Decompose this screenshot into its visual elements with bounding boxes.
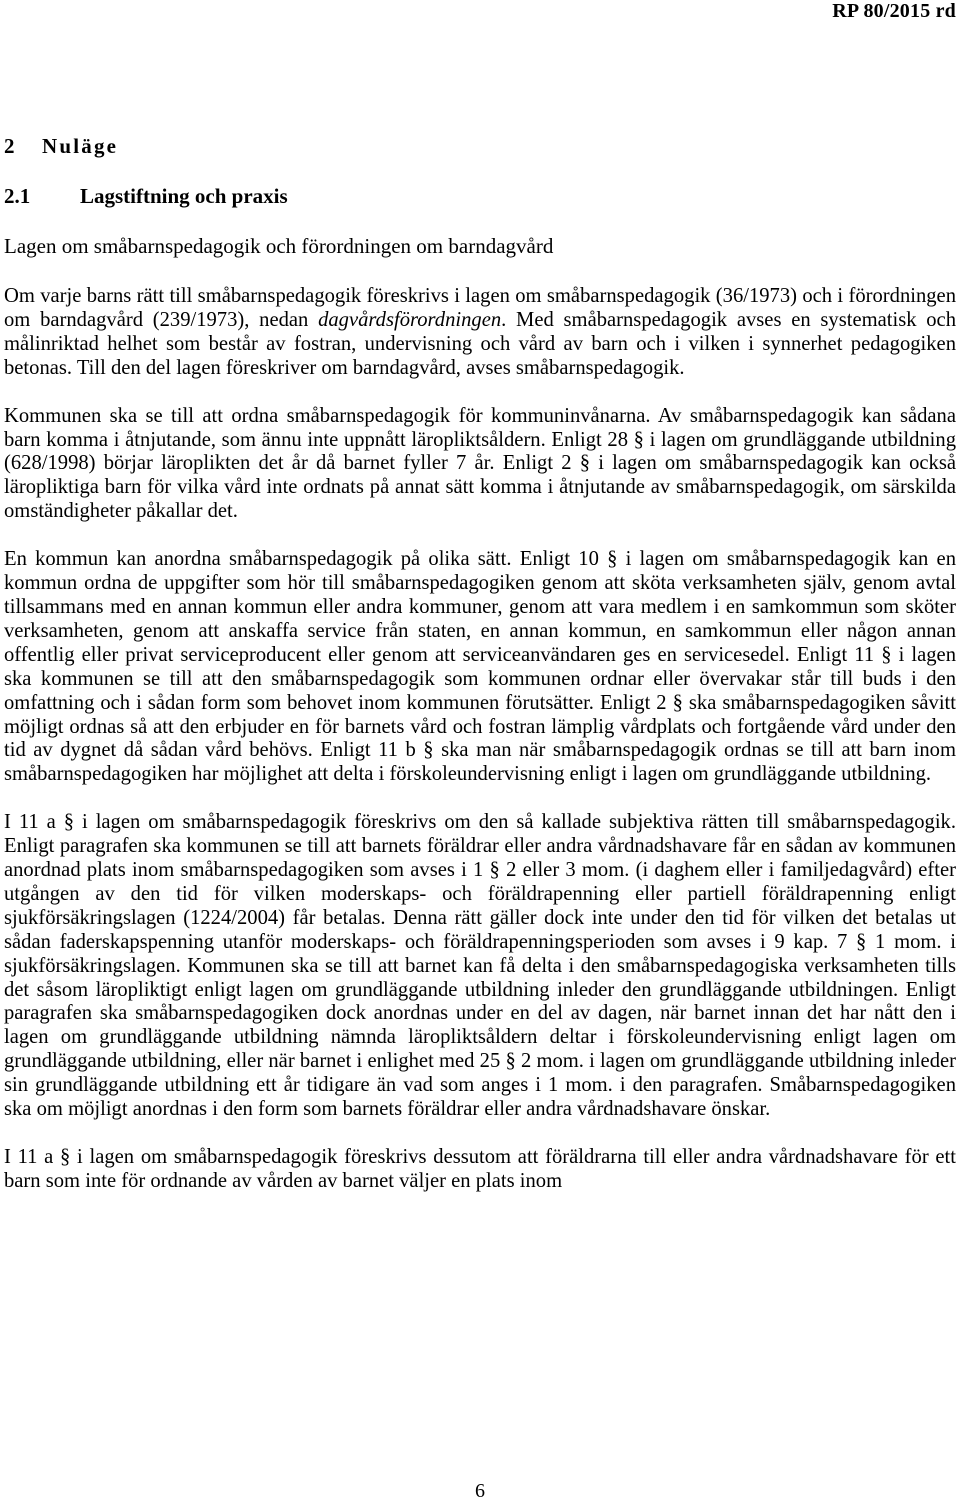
paragraph-4: I 11 a § i lagen om småbarnspedagogik föreskrivs om den så kallade subjektiva rätten till småbarnspedagogik. Enligt paragrafen ska kommunen se till att barnets föräldrar eller andra vårdnadshavare får en sådan av kommunen anordnad plats inom småbarnspedagogiken som avses i 1 § 2 eller 3 mom. (i daghem eller i familjedagvård) efter utgången av den tid för vilken moderskaps- och föräldrapenning eller partiell föräldrapenning enligt sjukförsäkringslagen (1224/2004) får betalas. Denna rätt gäller dock inte under den tid för vilken det betalas ut sådan faderskapspenning utanför moderskaps- och föräldrapenningsperioden som avses i 9 kap. 7 § 1 mom. i sjukförsäkringslagen. Kommunen ska se till att barnet kan få delta i den småbarnspedagogiska verksamheten tills det såsom läropliktigt enligt lagen om grundläggande utbildning inleder den grundläggande utbildningen. Enligt paragrafen ska småbarnspedagogiken dock anordnas under en del av dagen, när barnet innan det har nått den i lagen om grundläggande utbildning nämnda läropliktsåldern deltar i förskoleundervisning enligt lagen om grundläggande utbildning, eller när barnet i enlighet med 25 § 2 mom. i lagen om grundläggande utbildning inleder sin grundläggande utbildning ett år tidigare än vad som anges i 1 mom. i den paragrafen. Småbarnspedagogiken ska om möjligt anordnas i den form som barnets föräldrar eller andra vårdnadshavare önskar.: [4, 811, 956, 1121]
subheading: Lagen om småbarnspedagogik och förordningen om barndagvård: [4, 234, 554, 258]
paragraph-3: En kommun kan anordna småbarnspedagogik på olika sätt. Enligt 10 § i lagen om småbarnspedagogik kan en kommun ordna de uppgifter som hör till småbarnspedagogiken genom att sköta verksamheten själv, genom avtal tillsammans med en annan kommun eller andra kommuner, genom att vara medlem i en samkommun som sköter verksamheten, genom att anskaffa service från staten, en annan kommun, en samkommun eller någon annan offentlig eller privat serviceproducent eller genom att serviceanvändaren ges en servicesedel. Enligt 11 § i lagen ska kommunen se till att den småbarnspedagogik som kommunen ordnar eller övervakar står till buds i den omfattning och i sådan form som behovet inom kommunen förutsätter. Enligt 2 § ska småbarnspedagogiken såvitt möjligt ordnas så att den erbjuder en för barnets vård och fostran lämplig vårdplats och fortgående vård under den tid av dygnet då sådan vård behövs. Enligt 11 b § ska man när småbarnspedagogik ordnas se till att barn inom småbarnspedagogiken har möjlighet att delta i förskoleundervisning enligt i lagen om grundläggande utbildning.: [4, 548, 956, 786]
subsection-heading: [4, 184, 288, 209]
section-heading: [4, 134, 118, 159]
paragraph-1-italic-term: dagvårdsförordningen: [318, 308, 502, 331]
paragraph-1-part-a: Om varje barns rätt till småbarnspedagogik föreskrivs i lagen om småbarnspedagogik (36/1973) och i förordningen om barndagvård (239/1973), nedan: [4, 285, 956, 331]
section-title: Nuläge: [42, 134, 119, 158]
paragraph-5: I 11 a § i lagen om småbarnspedagogik föreskrivs dessutom att föräldrarna till eller andra vårdnadshavare för ett barn som inte för ordnande av vården av barnet väljer en plats inom: [4, 1146, 956, 1192]
subsection-title: Lagstiftning och praxis: [80, 184, 288, 208]
body-text: [4, 285, 956, 1218]
paragraph-2: Kommunen ska se till att ordna småbarnspedagogik för kommuninvånarna. Av småbarnspedagogik kan sådana barn komma i åtnjutande, som ännu inte uppnått läropliktsåldern. Enligt 28 § i lagen om grundläggande utbildning (628/1998) börjar läroplikten det år då barnet fyller 7 år. Enligt 2 § i lagen om småbarnspedagogik kan också läropliktiga barn för vilka vård inte ordnats på annat sätt komma i åtnjutande av småbarnspedagogik, om särskilda omständigheter påkallar det.: [4, 404, 956, 523]
section-number: 2: [4, 134, 15, 158]
subsection-number: 2.1: [4, 184, 31, 208]
document-reference: RP 80/2015 rd: [832, 0, 956, 22]
paragraph-1: [4, 285, 956, 381]
page-number: 6: [475, 1480, 485, 1502]
paragraph-1-part-b: . Med småbarnspedagogik avses en systematisk och målinriktad helhet som består av fostran, undervisning och vård av barn och i vilken i synnerhet pedagogiken betonas. Till den del lagen föreskriver om barndagvård, avses småbarnspedagogik.: [4, 308, 956, 379]
